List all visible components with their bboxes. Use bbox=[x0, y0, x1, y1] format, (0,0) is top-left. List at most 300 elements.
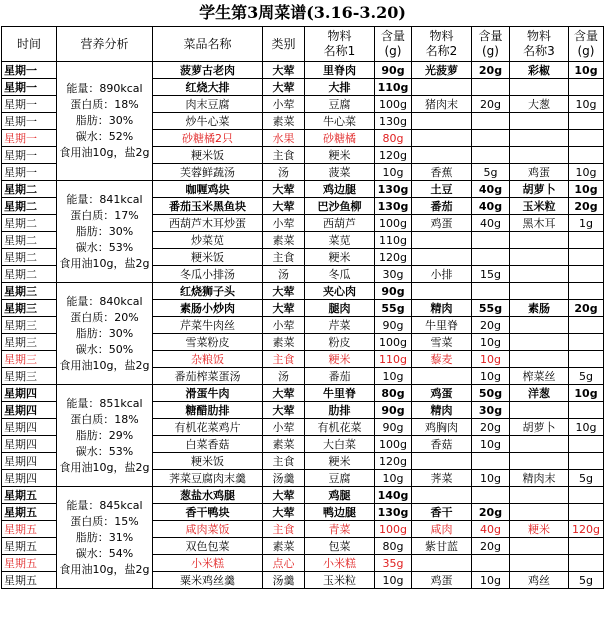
amount2-cell bbox=[472, 487, 510, 504]
nutrition-cell: 能量：841kcal 蛋白质：17% 脂肪：30% 碳水：53% 食用油10g，盐2g bbox=[57, 181, 153, 283]
dish-cell: 番茄榨菜蛋汤 bbox=[153, 368, 263, 385]
dish-cell: 素肠小炒肉 bbox=[153, 300, 263, 317]
material2-cell: 荠菜 bbox=[412, 470, 472, 487]
dish-cell: 糖醋肋排 bbox=[153, 402, 263, 419]
dish-cell: 粟米鸡丝羹 bbox=[153, 572, 263, 589]
material2-cell bbox=[412, 232, 472, 249]
material3-cell bbox=[510, 436, 569, 453]
amount1-cell: 100g bbox=[375, 96, 412, 113]
day-cell: 星期四 bbox=[2, 385, 57, 402]
material1-cell: 番茄 bbox=[305, 368, 375, 385]
material3-cell: 精肉末 bbox=[510, 470, 569, 487]
amount3-cell: 10g bbox=[569, 96, 604, 113]
dish-cell: 杂粮饭 bbox=[153, 351, 263, 368]
category-cell: 点心 bbox=[263, 555, 305, 572]
dish-cell: 粳米饭 bbox=[153, 249, 263, 266]
amount3-cell: 20g bbox=[569, 198, 604, 215]
material3-cell: 粳米 bbox=[510, 521, 569, 538]
day-cell: 星期一 bbox=[2, 147, 57, 164]
table-row bbox=[2, 283, 604, 300]
material2-cell bbox=[412, 453, 472, 470]
header-cell: 物料 名称3 bbox=[510, 27, 569, 62]
material3-cell: 玉米粒 bbox=[510, 198, 569, 215]
header-cell: 物料 名称2 bbox=[412, 27, 472, 62]
material3-cell bbox=[510, 249, 569, 266]
amount3-cell: 5g bbox=[569, 470, 604, 487]
amount2-cell: 10g bbox=[472, 436, 510, 453]
material2-cell: 鸡蛋 bbox=[412, 215, 472, 232]
table-row bbox=[2, 487, 604, 504]
dish-cell: 西葫芦木耳炒蛋 bbox=[153, 215, 263, 232]
amount1-cell: 90g bbox=[375, 62, 412, 79]
material2-cell: 小排 bbox=[412, 266, 472, 283]
material1-cell: 小米糕 bbox=[305, 555, 375, 572]
day-cell: 星期三 bbox=[2, 283, 57, 300]
day-cell: 星期四 bbox=[2, 453, 57, 470]
material2-cell bbox=[412, 555, 472, 572]
dish-cell: 炒牛心菜 bbox=[153, 113, 263, 130]
amount3-cell bbox=[569, 453, 604, 470]
material2-cell bbox=[412, 283, 472, 300]
category-cell: 汤 bbox=[263, 266, 305, 283]
category-cell: 大荤 bbox=[263, 504, 305, 521]
amount3-cell: 10g bbox=[569, 419, 604, 436]
amount2-cell: 40g bbox=[472, 181, 510, 198]
material3-cell bbox=[510, 283, 569, 300]
amount3-cell: 10g bbox=[569, 385, 604, 402]
day-cell: 星期一 bbox=[2, 79, 57, 96]
material2-cell: 藜麦 bbox=[412, 351, 472, 368]
material3-cell: 鸡丝 bbox=[510, 572, 569, 589]
amount3-cell bbox=[569, 232, 604, 249]
amount3-cell bbox=[569, 317, 604, 334]
amount3-cell bbox=[569, 351, 604, 368]
dish-cell: 咸肉菜饭 bbox=[153, 521, 263, 538]
category-cell: 小荤 bbox=[263, 215, 305, 232]
amount3-cell bbox=[569, 334, 604, 351]
material2-cell: 精肉 bbox=[412, 402, 472, 419]
day-cell: 星期三 bbox=[2, 300, 57, 317]
material1-cell: 砂糖橘 bbox=[305, 130, 375, 147]
header-cell: 时间 bbox=[2, 27, 57, 62]
dish-cell: 炒菜苋 bbox=[153, 232, 263, 249]
category-cell: 主食 bbox=[263, 249, 305, 266]
category-cell: 大荤 bbox=[263, 385, 305, 402]
amount3-cell bbox=[569, 504, 604, 521]
dish-cell: 小米糕 bbox=[153, 555, 263, 572]
material2-cell: 紫甘蓝 bbox=[412, 538, 472, 555]
material1-cell: 芹菜 bbox=[305, 317, 375, 334]
amount3-cell: 120g bbox=[569, 521, 604, 538]
category-cell: 素菜 bbox=[263, 113, 305, 130]
amount1-cell: 10g bbox=[375, 164, 412, 181]
material1-cell: 腿肉 bbox=[305, 300, 375, 317]
amount2-cell: 10g bbox=[472, 368, 510, 385]
amount2-cell bbox=[472, 283, 510, 300]
material3-cell: 大葱 bbox=[510, 96, 569, 113]
material3-cell bbox=[510, 487, 569, 504]
material2-cell: 咸肉 bbox=[412, 521, 472, 538]
amount1-cell: 100g bbox=[375, 215, 412, 232]
dish-cell: 芹菜牛肉丝 bbox=[153, 317, 263, 334]
amount2-cell bbox=[472, 113, 510, 130]
material1-cell: 鸡边腿 bbox=[305, 181, 375, 198]
amount3-cell bbox=[569, 113, 604, 130]
material2-cell: 香蕉 bbox=[412, 164, 472, 181]
material2-cell: 鸡胸肉 bbox=[412, 419, 472, 436]
day-cell: 星期一 bbox=[2, 96, 57, 113]
dish-cell: 砂糖橘2只 bbox=[153, 130, 263, 147]
category-cell: 汤 bbox=[263, 368, 305, 385]
material3-cell bbox=[510, 402, 569, 419]
amount2-cell: 5g bbox=[472, 164, 510, 181]
amount1-cell: 130g bbox=[375, 504, 412, 521]
amount2-cell bbox=[472, 147, 510, 164]
material1-cell: 夹心肉 bbox=[305, 283, 375, 300]
amount3-cell bbox=[569, 79, 604, 96]
material1-cell: 牛心菜 bbox=[305, 113, 375, 130]
dish-cell: 荠菜豆腐肉末羹 bbox=[153, 470, 263, 487]
header-cell: 含量 (g) bbox=[375, 27, 412, 62]
dish-cell: 双色包菜 bbox=[153, 538, 263, 555]
amount3-cell: 1g bbox=[569, 215, 604, 232]
amount1-cell: 10g bbox=[375, 572, 412, 589]
material3-cell bbox=[510, 317, 569, 334]
amount1-cell: 100g bbox=[375, 334, 412, 351]
material2-cell bbox=[412, 368, 472, 385]
day-cell: 星期三 bbox=[2, 317, 57, 334]
day-cell: 星期四 bbox=[2, 436, 57, 453]
amount1-cell: 90g bbox=[375, 283, 412, 300]
material2-cell bbox=[412, 147, 472, 164]
amount3-cell: 10g bbox=[569, 181, 604, 198]
dish-cell: 肉末豆腐 bbox=[153, 96, 263, 113]
material2-cell: 土豆 bbox=[412, 181, 472, 198]
amount1-cell: 110g bbox=[375, 79, 412, 96]
category-cell: 素菜 bbox=[263, 334, 305, 351]
material3-cell: 鸡蛋 bbox=[510, 164, 569, 181]
menu-table bbox=[1, 26, 604, 589]
material2-cell: 光菠萝 bbox=[412, 62, 472, 79]
header-cell: 营养分析 bbox=[57, 27, 153, 62]
amount3-cell bbox=[569, 266, 604, 283]
amount3-cell bbox=[569, 436, 604, 453]
material3-cell bbox=[510, 79, 569, 96]
material1-cell: 冬瓜 bbox=[305, 266, 375, 283]
material2-cell: 猪肉末 bbox=[412, 96, 472, 113]
table-header bbox=[2, 27, 604, 62]
amount2-cell bbox=[472, 555, 510, 572]
table-row bbox=[2, 62, 604, 79]
material3-cell bbox=[510, 232, 569, 249]
material3-cell: 榨菜丝 bbox=[510, 368, 569, 385]
dish-cell: 咖喱鸡块 bbox=[153, 181, 263, 198]
header-cell: 菜品名称 bbox=[153, 27, 263, 62]
amount2-cell: 10g bbox=[472, 572, 510, 589]
amount2-cell: 20g bbox=[472, 62, 510, 79]
material2-cell bbox=[412, 79, 472, 96]
material2-cell: 鸡蛋 bbox=[412, 572, 472, 589]
amount1-cell: 120g bbox=[375, 453, 412, 470]
amount2-cell: 40g bbox=[472, 215, 510, 232]
nutrition-cell: 能量：890kcal 蛋白质：18% 脂肪：30% 碳水：52% 食用油10g，盐2g bbox=[57, 62, 153, 181]
amount2-cell bbox=[472, 232, 510, 249]
amount3-cell: 20g bbox=[569, 300, 604, 317]
day-cell: 星期一 bbox=[2, 130, 57, 147]
day-cell: 星期二 bbox=[2, 181, 57, 198]
material2-cell: 雪菜 bbox=[412, 334, 472, 351]
category-cell: 小荤 bbox=[263, 317, 305, 334]
material1-cell: 粳米 bbox=[305, 351, 375, 368]
material2-cell bbox=[412, 249, 472, 266]
material1-cell: 豆腐 bbox=[305, 96, 375, 113]
day-cell: 星期一 bbox=[2, 62, 57, 79]
material1-cell: 菠菜 bbox=[305, 164, 375, 181]
dish-cell: 滑蛋牛肉 bbox=[153, 385, 263, 402]
material3-cell: 洋葱 bbox=[510, 385, 569, 402]
amount2-cell: 10g bbox=[472, 351, 510, 368]
amount3-cell bbox=[569, 249, 604, 266]
material1-cell: 里脊肉 bbox=[305, 62, 375, 79]
material3-cell bbox=[510, 538, 569, 555]
material2-cell: 番茄 bbox=[412, 198, 472, 215]
material3-cell: 胡萝卜 bbox=[510, 181, 569, 198]
amount2-cell: 50g bbox=[472, 385, 510, 402]
amount1-cell: 110g bbox=[375, 232, 412, 249]
material3-cell bbox=[510, 555, 569, 572]
amount2-cell: 40g bbox=[472, 521, 510, 538]
day-cell: 星期二 bbox=[2, 249, 57, 266]
day-cell: 星期四 bbox=[2, 402, 57, 419]
material1-cell: 鸭边腿 bbox=[305, 504, 375, 521]
material1-cell: 大白菜 bbox=[305, 436, 375, 453]
nutrition-cell: 能量：851kcal 蛋白质：18% 脂肪：29% 碳水：53% 食用油10g，盐2g bbox=[57, 385, 153, 487]
category-cell: 大荤 bbox=[263, 62, 305, 79]
day-cell: 星期五 bbox=[2, 504, 57, 521]
material1-cell: 西葫芦 bbox=[305, 215, 375, 232]
day-cell: 星期二 bbox=[2, 215, 57, 232]
material2-cell bbox=[412, 487, 472, 504]
amount1-cell: 120g bbox=[375, 249, 412, 266]
material1-cell: 粳米 bbox=[305, 453, 375, 470]
day-cell: 星期二 bbox=[2, 266, 57, 283]
day-cell: 星期三 bbox=[2, 351, 57, 368]
amount2-cell bbox=[472, 249, 510, 266]
dish-cell: 白菜香菇 bbox=[153, 436, 263, 453]
material1-cell: 玉米粒 bbox=[305, 572, 375, 589]
amount1-cell: 55g bbox=[375, 300, 412, 317]
amount1-cell: 80g bbox=[375, 385, 412, 402]
dish-cell: 有机花菜鸡片 bbox=[153, 419, 263, 436]
dish-cell: 粳米饭 bbox=[153, 147, 263, 164]
header-cell: 物料 名称1 bbox=[305, 27, 375, 62]
day-cell: 星期四 bbox=[2, 470, 57, 487]
amount2-cell: 10g bbox=[472, 470, 510, 487]
amount1-cell: 90g bbox=[375, 402, 412, 419]
amount2-cell bbox=[472, 130, 510, 147]
material3-cell bbox=[510, 113, 569, 130]
dish-cell: 粳米饭 bbox=[153, 453, 263, 470]
category-cell: 主食 bbox=[263, 147, 305, 164]
dish-cell: 香干鸭块 bbox=[153, 504, 263, 521]
dish-cell: 番茄玉米黑鱼块 bbox=[153, 198, 263, 215]
day-cell: 星期四 bbox=[2, 419, 57, 436]
amount2-cell: 20g bbox=[472, 419, 510, 436]
material1-cell: 鸡腿 bbox=[305, 487, 375, 504]
day-cell: 星期二 bbox=[2, 232, 57, 249]
day-cell: 星期五 bbox=[2, 487, 57, 504]
category-cell: 大荤 bbox=[263, 300, 305, 317]
header-cell: 类别 bbox=[263, 27, 305, 62]
amount1-cell: 10g bbox=[375, 470, 412, 487]
day-cell: 星期五 bbox=[2, 572, 57, 589]
amount1-cell: 100g bbox=[375, 521, 412, 538]
day-cell: 星期五 bbox=[2, 555, 57, 572]
material2-cell: 鸡蛋 bbox=[412, 385, 472, 402]
amount1-cell: 130g bbox=[375, 113, 412, 130]
category-cell: 汤羹 bbox=[263, 470, 305, 487]
amount1-cell: 80g bbox=[375, 130, 412, 147]
dish-cell: 红烧狮子头 bbox=[153, 283, 263, 300]
amount3-cell bbox=[569, 147, 604, 164]
amount1-cell: 110g bbox=[375, 351, 412, 368]
category-cell: 大荤 bbox=[263, 283, 305, 300]
day-cell: 星期三 bbox=[2, 334, 57, 351]
material1-cell: 青菜 bbox=[305, 521, 375, 538]
material1-cell: 牛里脊 bbox=[305, 385, 375, 402]
material1-cell: 粳米 bbox=[305, 147, 375, 164]
category-cell: 素菜 bbox=[263, 538, 305, 555]
material1-cell: 粳米 bbox=[305, 249, 375, 266]
material1-cell: 有机花菜 bbox=[305, 419, 375, 436]
category-cell: 大荤 bbox=[263, 181, 305, 198]
amount3-cell bbox=[569, 555, 604, 572]
amount2-cell: 40g bbox=[472, 198, 510, 215]
amount1-cell: 80g bbox=[375, 538, 412, 555]
amount2-cell bbox=[472, 79, 510, 96]
nutrition-cell: 能量：840kcal 蛋白质：20% 脂肪：30% 碳水：50% 食用油10g，盐2g bbox=[57, 283, 153, 385]
day-cell: 星期一 bbox=[2, 164, 57, 181]
material1-cell: 豆腐 bbox=[305, 470, 375, 487]
amount1-cell: 130g bbox=[375, 181, 412, 198]
amount1-cell: 90g bbox=[375, 419, 412, 436]
category-cell: 主食 bbox=[263, 351, 305, 368]
amount2-cell: 20g bbox=[472, 538, 510, 555]
day-cell: 星期五 bbox=[2, 538, 57, 555]
material3-cell: 黑木耳 bbox=[510, 215, 569, 232]
page-title: 学生第3周菜谱(3.16-3.20) bbox=[199, 3, 406, 22]
material2-cell bbox=[412, 113, 472, 130]
amount1-cell: 120g bbox=[375, 147, 412, 164]
amount2-cell: 10g bbox=[472, 334, 510, 351]
category-cell: 素菜 bbox=[263, 232, 305, 249]
amount3-cell: 10g bbox=[569, 62, 604, 79]
day-cell: 星期五 bbox=[2, 521, 57, 538]
material1-cell: 菜苋 bbox=[305, 232, 375, 249]
material3-cell bbox=[510, 504, 569, 521]
category-cell: 小荤 bbox=[263, 96, 305, 113]
material3-cell bbox=[510, 147, 569, 164]
amount1-cell: 10g bbox=[375, 368, 412, 385]
category-cell: 大荤 bbox=[263, 402, 305, 419]
amount2-cell: 55g bbox=[472, 300, 510, 317]
amount3-cell: 5g bbox=[569, 368, 604, 385]
category-cell: 大荤 bbox=[263, 198, 305, 215]
day-cell: 星期二 bbox=[2, 198, 57, 215]
amount3-cell: 5g bbox=[569, 572, 604, 589]
material2-cell: 牛里脊 bbox=[412, 317, 472, 334]
amount3-cell bbox=[569, 487, 604, 504]
amount3-cell bbox=[569, 130, 604, 147]
amount3-cell bbox=[569, 402, 604, 419]
dish-cell: 芙蓉鲜蔬汤 bbox=[153, 164, 263, 181]
amount2-cell: 30g bbox=[472, 402, 510, 419]
category-cell: 主食 bbox=[263, 453, 305, 470]
material3-cell: 彩椒 bbox=[510, 62, 569, 79]
material1-cell: 粉皮 bbox=[305, 334, 375, 351]
amount1-cell: 30g bbox=[375, 266, 412, 283]
amount3-cell: 10g bbox=[569, 164, 604, 181]
header-cell: 含量 (g) bbox=[569, 27, 604, 62]
category-cell: 主食 bbox=[263, 521, 305, 538]
material1-cell: 肋排 bbox=[305, 402, 375, 419]
dish-cell: 雪菜粉皮 bbox=[153, 334, 263, 351]
category-cell: 大荤 bbox=[263, 79, 305, 96]
day-cell: 星期三 bbox=[2, 368, 57, 385]
amount2-cell bbox=[472, 453, 510, 470]
material3-cell bbox=[510, 266, 569, 283]
amount1-cell: 35g bbox=[375, 555, 412, 572]
table-row bbox=[2, 181, 604, 198]
amount1-cell: 100g bbox=[375, 436, 412, 453]
amount2-cell: 15g bbox=[472, 266, 510, 283]
category-cell: 汤羹 bbox=[263, 572, 305, 589]
material3-cell bbox=[510, 453, 569, 470]
category-cell: 水果 bbox=[263, 130, 305, 147]
nutrition-cell: 能量：845kcal 蛋白质：15% 脂肪：31% 碳水：54% 食用油10g，盐2g bbox=[57, 487, 153, 589]
dish-cell: 红烧大排 bbox=[153, 79, 263, 96]
material2-cell: 香菇 bbox=[412, 436, 472, 453]
material3-cell bbox=[510, 334, 569, 351]
material3-cell bbox=[510, 130, 569, 147]
amount3-cell bbox=[569, 538, 604, 555]
header-cell: 含量 (g) bbox=[472, 27, 510, 62]
amount2-cell: 20g bbox=[472, 504, 510, 521]
dish-cell: 菠萝古老肉 bbox=[153, 62, 263, 79]
category-cell: 汤 bbox=[263, 164, 305, 181]
material2-cell bbox=[412, 130, 472, 147]
table-row bbox=[2, 385, 604, 402]
dish-cell: 葱盐水鸡腿 bbox=[153, 487, 263, 504]
material3-cell bbox=[510, 351, 569, 368]
amount1-cell: 140g bbox=[375, 487, 412, 504]
material1-cell: 巴沙鱼柳 bbox=[305, 198, 375, 215]
category-cell: 小荤 bbox=[263, 419, 305, 436]
amount2-cell: 20g bbox=[472, 317, 510, 334]
material3-cell: 素肠 bbox=[510, 300, 569, 317]
day-cell: 星期一 bbox=[2, 113, 57, 130]
material3-cell: 胡萝卜 bbox=[510, 419, 569, 436]
category-cell: 素菜 bbox=[263, 436, 305, 453]
amount2-cell: 20g bbox=[472, 96, 510, 113]
amount1-cell: 130g bbox=[375, 198, 412, 215]
category-cell: 大荤 bbox=[263, 487, 305, 504]
dish-cell: 冬瓜小排汤 bbox=[153, 266, 263, 283]
material1-cell: 包菜 bbox=[305, 538, 375, 555]
material2-cell: 精肉 bbox=[412, 300, 472, 317]
amount1-cell: 90g bbox=[375, 317, 412, 334]
amount3-cell bbox=[569, 283, 604, 300]
